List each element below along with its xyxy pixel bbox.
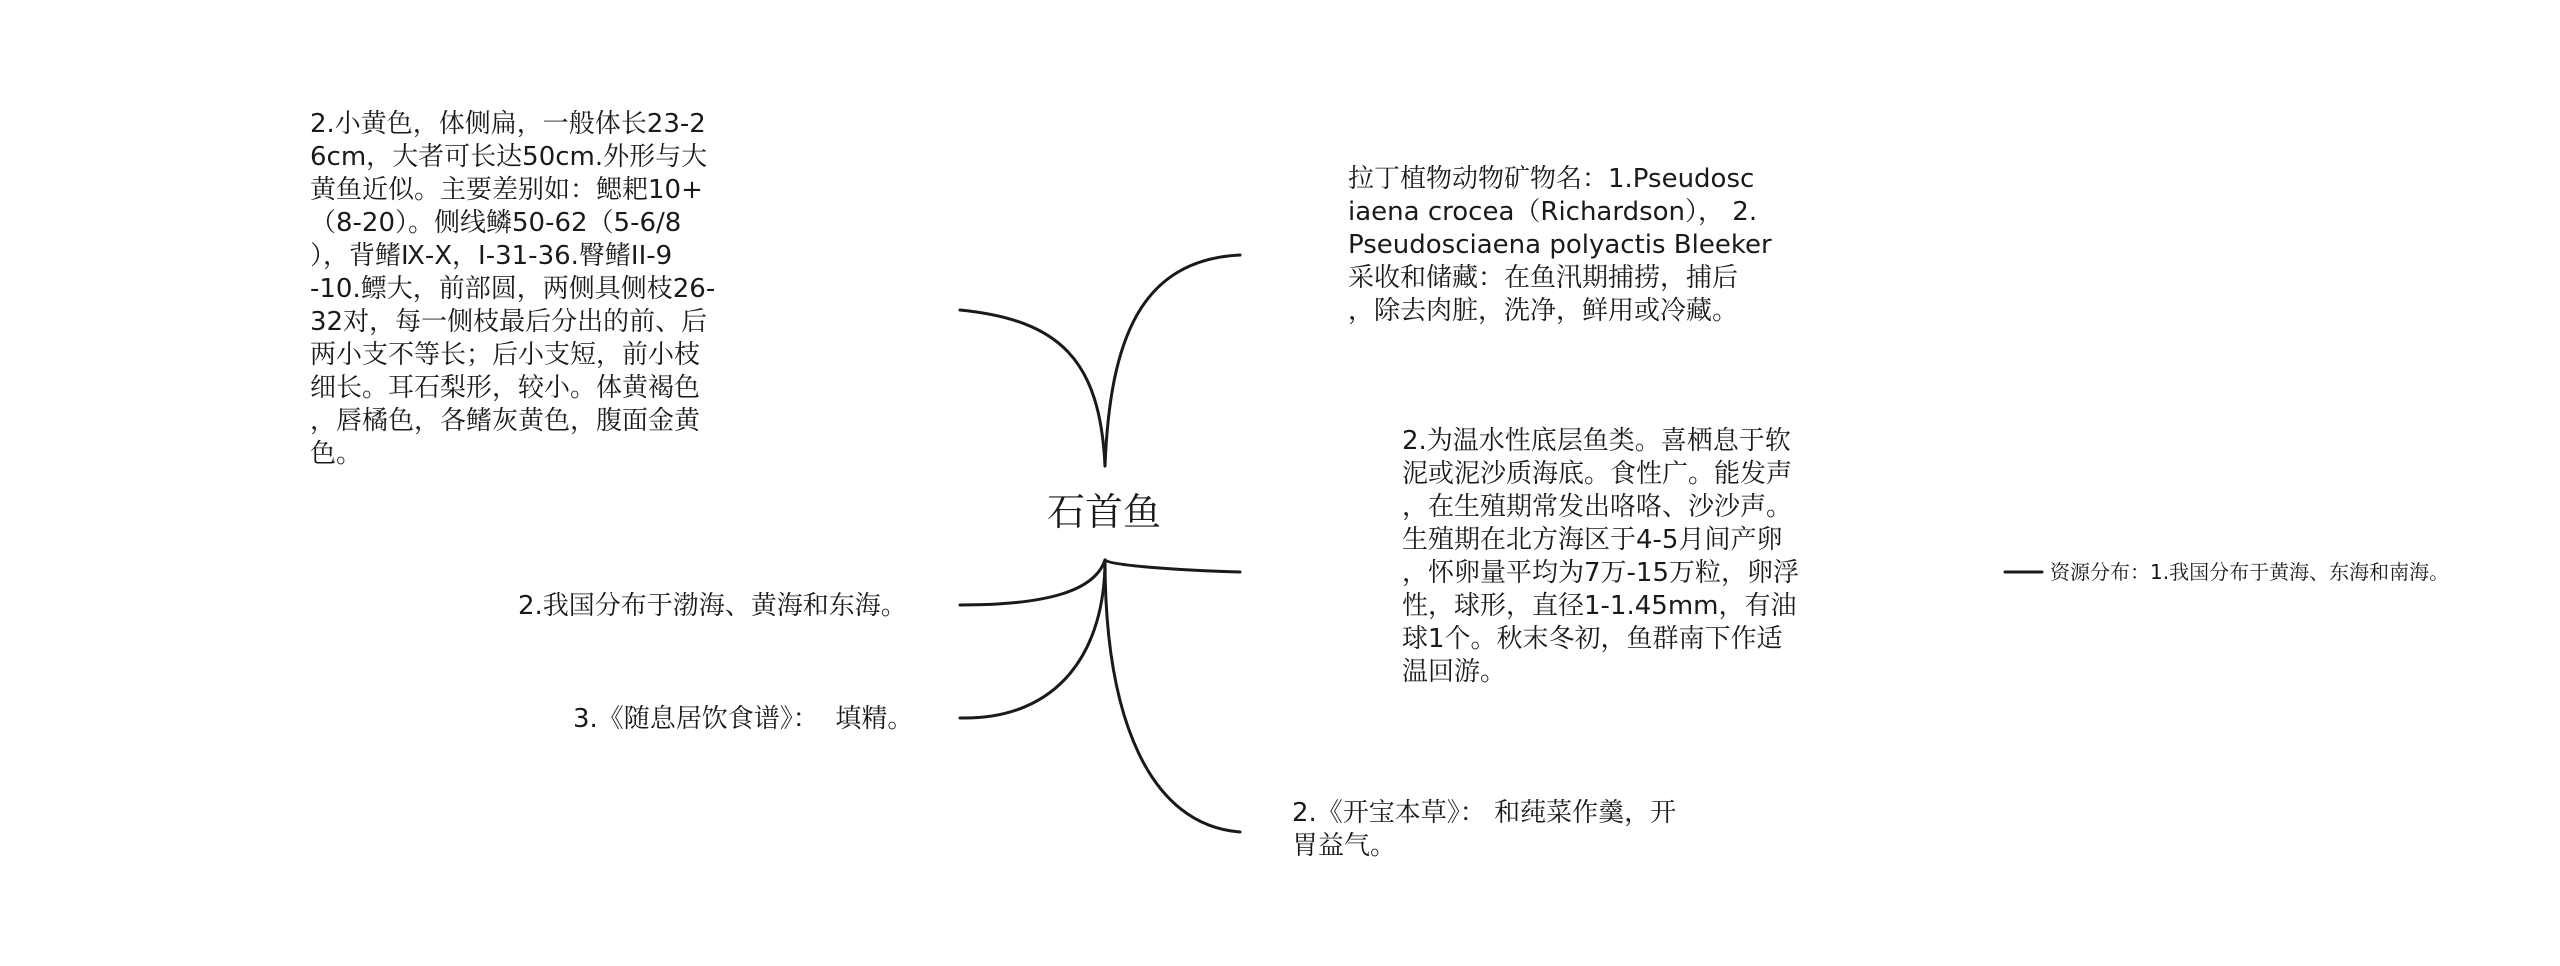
node-distribution[interactable]: 2.我国分布于渤海、黄海和东海。 [518,591,907,621]
connector-kaibao [1105,560,1240,832]
node-morphology[interactable]: 2.小黄色，体侧扁，一般体长23-2 6cm，大者可长达50cm.外形与大 黄鱼近似。主要差别如：鳃耙10+ （8-20）。侧线鳞50-62（5-6/8 ），背鳍Ⅸ-Ⅹ，Ⅰ-31-36.臀鳍II-9 -10.鳔大，前部圆，两侧具侧枝26- 32对，每一侧枝最后分出的前、后 两小支不等长；后小支短，前小枝 细长。耳石梨形，较小。体黄褐色 ，唇橘色，各鳍灰黄色，腹面金黄 色。 [310,109,716,470]
connector-morphology [960,310,1105,466]
root-node-shishouyu[interactable] [1047,490,1162,534]
node-resource[interactable]: 资源分布：1.我国分布于黄海、东海和南海。 [2050,560,2450,584]
node-suixiju[interactable]: 3.《随息居饮食谱》： 填精。 [573,704,914,734]
root-label: 石首鱼 [1047,490,1162,534]
connector-distribution [960,560,1105,605]
node-latin-name[interactable]: 拉丁植物动物矿物名：1.Pseudosc iaena crocea（Richardson）， 2. Pseudosciaena polyactis Bleeker 采收和储藏：在鱼汛期捕捞，捕后 ，除去肉脏，洗净，鲜用或冷藏。 [1348,164,1772,327]
node-kaibao[interactable]: 2.《开宝本草》： 和莼菜作羹，开 胃益气。 [1292,798,1677,862]
node-habitat[interactable]: 2.为温水性底层鱼类。喜栖息于软 泥或泥沙质海底。食性广。能发声 ，在生殖期常发出咯咯、沙沙声。 生殖期在北方海区于4-5月间产卵 ，怀卵量平均为7万-15万粒，卵浮 性，球形，直径1-1.45mm，有油 球1个。秋末冬初，鱼群南下作适 温回游。 [1402,426,1800,688]
connector-habitat [1105,560,1240,572]
connector-latin-name [1105,255,1240,466]
